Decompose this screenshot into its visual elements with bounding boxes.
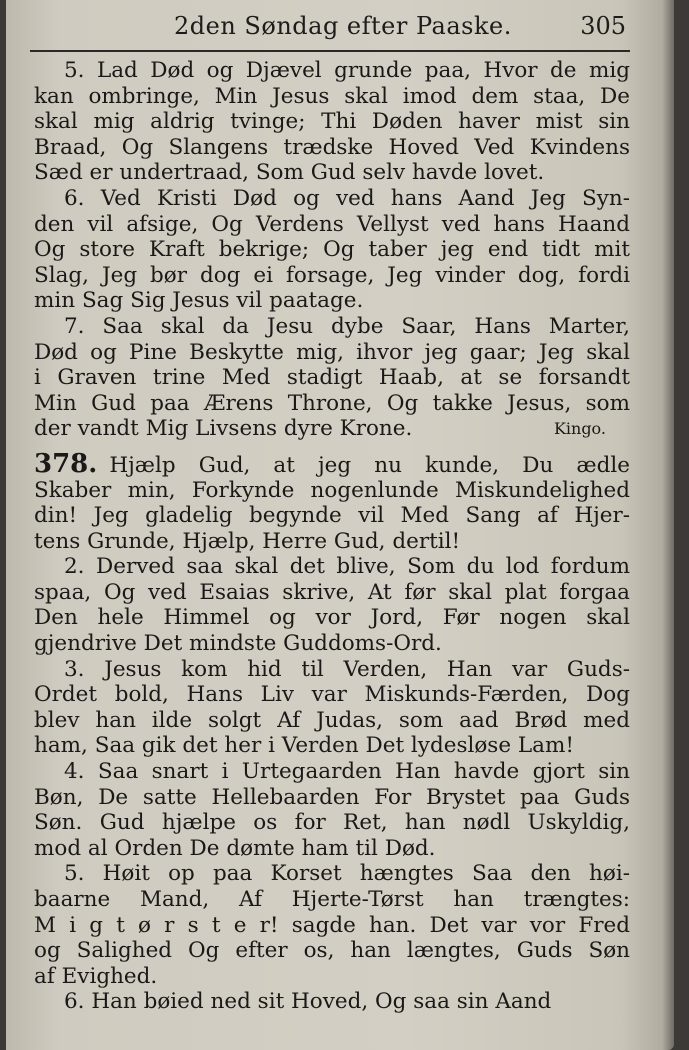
line-text: 3. Jesus kom hid til Verden, Han var Guds- [64, 656, 630, 682]
text-line [34, 416, 630, 442]
line-text: Bøn, De satte Hellebaarden For Brystet paa Guds [34, 784, 630, 810]
text-line [34, 237, 630, 263]
line-text: af Evighed. [34, 963, 158, 989]
text-line [34, 314, 630, 340]
line-text: M i g t ø r s t e r! sagde han. Det var vor Fred [34, 912, 630, 938]
line-text: 7. Saa skal da Jesu dybe Saar, Hans Marter, [64, 313, 630, 339]
text-line [34, 109, 630, 135]
text-line [34, 580, 630, 606]
line-text: Død og Pine Beskytte mig, ihvor jeg gaar; Jeg skal [34, 339, 630, 365]
line-text: 4. Saa snart i Urtegaarden Han havde gjort sin [64, 759, 630, 785]
line-text: skal mig aldrig tvinge; Thi Døden haver mist sin [34, 109, 630, 135]
text-line [34, 887, 630, 913]
hymn-number: 378. [34, 451, 98, 478]
line-text: gjendrive Det mindste Guddoms-Ord. [34, 631, 442, 657]
text-line [34, 58, 630, 84]
line-text: Slag, Jeg bør dog ei forsage, Jeg vinder dog, fordi [34, 262, 630, 288]
text-line [34, 340, 630, 366]
text-line [34, 160, 630, 186]
text-line [34, 836, 630, 862]
line-text: kan ombringe, Min Jesus skal imod dem staa, De [34, 83, 630, 109]
text-line [34, 657, 630, 683]
line-text: spaa, Og ved Esaias skrive, At før skal plat forgaa [34, 579, 630, 605]
text-line [34, 733, 630, 759]
line-text: Hjælp Gud, at jeg nu kunde, Du ædle [109, 452, 630, 478]
text-line [34, 913, 630, 939]
text-line [34, 263, 630, 289]
text-line [34, 212, 630, 238]
text-line [34, 135, 630, 161]
line-text: Den hele Himmel og vor Jord, Før nogen skal [34, 605, 630, 631]
line-text: 6. Ved Kristi Død og ved hans Aand Jeg Syn- [64, 185, 630, 211]
page-header [30, 8, 636, 46]
hymn-text [34, 58, 630, 1015]
text-line [34, 503, 630, 529]
page-number: 305 [580, 12, 626, 40]
line-text: den vil afsige, Og Verdens Vellyst ved hans Haand [34, 211, 630, 237]
line-text: 5. Lad Død og Djævel grunde paa, Hvor de mig [64, 58, 630, 83]
line-text: 6. Han bøied ned sit Hoved, Og saa sin Aand [64, 989, 552, 1015]
text-line [34, 938, 630, 964]
line-text: tens Grunde, Hjælp, Herre Gud, dertil! [34, 528, 461, 554]
line-text: ham, Saa gik det her i Verden Det lydesløse Lam! [34, 733, 575, 759]
line-text: Søn. Gud hjælpe os for Ret, han nødl Uskyldig, [34, 810, 630, 836]
line-text: din! Jeg gladelig begynde vil Med Sang af Hjer- [34, 503, 630, 529]
text-line [34, 554, 630, 580]
text-line [34, 478, 630, 504]
line-text: der vandt Mig Livsens dyre Krone. [34, 416, 413, 442]
text-line [34, 785, 630, 811]
text-line [34, 759, 630, 785]
text-line [34, 682, 630, 708]
running-title: 2den Søndag efter Paaske. [174, 12, 512, 40]
text-line [34, 84, 630, 110]
text-line [34, 186, 630, 212]
line-text: og Salighed Og efter os, han længtes, Guds Søn [34, 938, 630, 964]
line-text: baarne Mand, Af Hjerte-Tørst han trængtes: [34, 887, 630, 912]
stanza-gap [34, 442, 630, 452]
text-line [34, 452, 630, 478]
text-line [34, 365, 630, 391]
line-text: Og store Kraft bekrige; Og taber jeg end tidt mit [34, 237, 630, 263]
line-text: Skaber min, Forkynde nogenlunde Miskundelighed [34, 477, 630, 503]
line-text: blev han ilde solgt Af Judas, som aad Brød med [34, 707, 630, 733]
line-text: 5. Høit op paa Korset hængtes Saa den høi- [64, 861, 630, 887]
text-line [34, 631, 630, 657]
line-text: 2. Derved saa skal det blive, Som du lod fordum [64, 554, 630, 580]
header-rule [30, 50, 630, 52]
author-attribution: Kingo. [553, 419, 606, 439]
line-text: Min Gud paa Ærens Throne, Og takke Jesus, som [34, 390, 630, 416]
text-line [34, 810, 630, 836]
line-text: min Sag Sig Jesus vil paatage. [34, 288, 364, 314]
text-line [34, 605, 630, 631]
line-text: mod al Orden De dømte ham til Død. [34, 835, 436, 861]
text-line [34, 861, 630, 887]
line-text: Braad, Og Slangens trædske Hoved Ved Kvindens [34, 134, 630, 160]
line-text: Sæd er undertraad, Som Gud selv havde lovet. [34, 160, 545, 186]
line-text: Ordet bold, Hans Liv var Miskunds-Færden, Dog [34, 682, 630, 708]
book-page [6, 0, 674, 1050]
text-line [34, 391, 630, 417]
text-line [34, 288, 630, 314]
text-line [34, 964, 630, 990]
text-line [34, 708, 630, 734]
page-shadow [662, 0, 674, 1050]
text-line [34, 529, 630, 555]
line-text: i Graven trine Med stadigt Haab, at se forsandt [34, 365, 630, 391]
text-line [34, 989, 630, 1015]
